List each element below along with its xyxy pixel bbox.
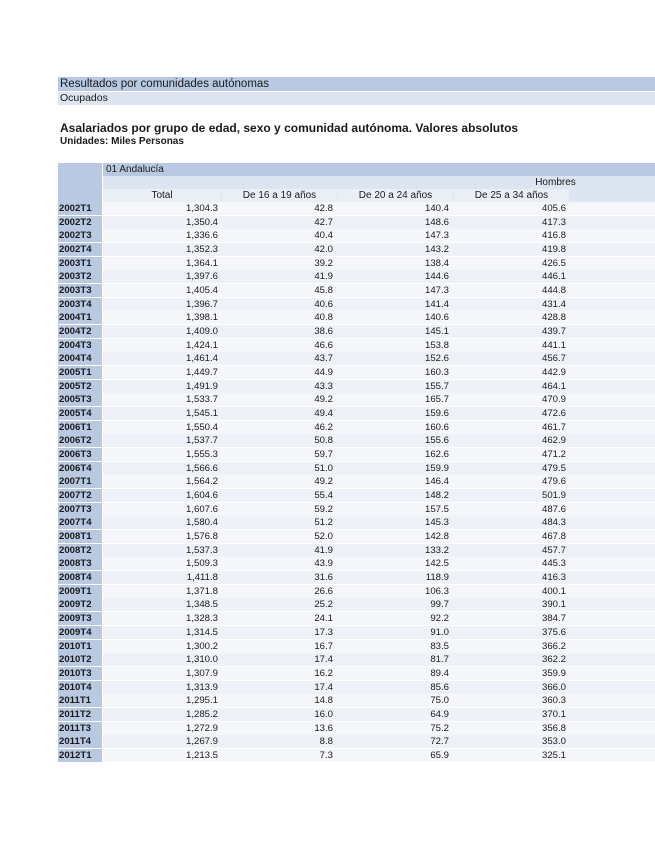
period-label: 2008T1 [58,530,102,543]
period-label: 2003T3 [58,284,102,297]
value-cell: 43.3 [314,380,333,392]
value-cell: 40.8 [314,312,333,324]
sex-header-band [103,176,655,189]
period-label: 2011T3 [58,722,102,735]
corner-cell [58,189,102,202]
value-cell: 1,555.3 [185,449,218,461]
table-row [58,571,655,585]
value-cell: 472.6 [541,408,566,420]
value-cell: 1,576.8 [185,531,218,543]
value-cell: 14.8 [314,695,333,707]
value-cell: 439.7 [541,326,566,338]
value-cell: 1,348.5 [185,599,218,611]
value-cell: 143.2 [424,244,449,256]
period-label: 2004T3 [58,339,102,352]
value-cell: 471.2 [541,449,566,461]
value-cell: 165.7 [424,394,449,406]
value-cell: 17.4 [314,654,333,666]
value-cell: 152.6 [424,353,449,365]
value-cell: 49.2 [314,394,333,406]
value-cell: 464.1 [541,380,566,392]
value-cell: 43.7 [314,353,333,365]
value-cell: 1,449.7 [185,367,218,379]
period-label: 2007T3 [58,503,102,516]
value-cell: 1,509.3 [185,558,218,570]
value-cell: 85.6 [430,681,449,693]
value-cell: 1,310.0 [185,654,218,666]
value-cell: 1,398.1 [185,312,218,324]
table-row [58,612,655,626]
value-cell: 40.6 [314,298,333,310]
period-label: 2004T2 [58,325,102,338]
column-header-band [103,189,655,202]
table-row [58,557,655,571]
value-cell: 1,411.8 [186,572,218,584]
table-row [58,462,655,476]
table-row [58,202,655,216]
value-cell: 75.0 [430,695,449,707]
table-row [58,503,655,517]
value-cell: 40.4 [314,230,333,242]
period-label: 2010T2 [58,653,102,666]
value-cell: 1,352.3 [185,244,218,256]
value-cell: 419.8 [541,244,566,256]
value-cell: 142.5 [424,558,449,570]
period-label: 2007T4 [58,516,102,529]
value-cell: 8.8 [319,736,333,748]
value-cell: 39.2 [314,257,333,269]
value-cell: 44.9 [314,367,333,379]
period-label: 2004T4 [58,352,102,365]
column-header-row [58,189,655,202]
value-cell: 92.2 [430,613,449,625]
value-cell: 81.7 [430,654,449,666]
value-cell: 1,364.1 [185,257,218,269]
table-title: Asalariados por grupo de edad, sexo y comunidad autónoma. Valores absolutos [60,121,519,135]
table-row [58,434,655,448]
value-cell: 431.4 [541,298,566,310]
value-cell: 366.2 [541,640,566,652]
value-cell: 479.5 [541,462,566,474]
value-cell: 353.0 [541,736,566,748]
value-cell: 41.9 [314,271,333,283]
value-cell: 390.1 [541,599,566,611]
value-cell: 445.3 [541,558,566,570]
value-cell: 1,350.4 [185,216,218,228]
value-cell: 147.3 [424,285,449,297]
table-row [58,284,655,298]
value-cell: 42.0 [314,244,333,256]
period-label: 2010T1 [58,640,102,653]
sex-header-label: Hombres [535,177,576,188]
value-cell: 356.8 [541,722,566,734]
value-cell: 118.9 [425,572,449,584]
value-cell: 145.1 [424,326,449,338]
value-cell: 487.6 [541,503,566,515]
period-label: 2009T2 [58,598,102,611]
column-header-16-19: De 16 a 19 años [222,189,337,202]
value-cell: 46.6 [314,339,333,351]
table-row [58,694,655,708]
value-cell: 484.3 [541,517,566,529]
value-cell: 1,304.3 [185,203,218,214]
value-cell: 1,537.7 [185,435,218,447]
value-cell: 7.3 [319,749,333,761]
table-row [58,475,655,489]
value-cell: 13.6 [314,722,333,734]
table-row [58,311,655,325]
period-label: 2009T1 [58,585,102,598]
table-row [58,257,655,271]
table-row [58,229,655,243]
value-cell: 141.4 [424,298,449,310]
period-label: 2010T3 [58,667,102,680]
table-row [58,516,655,530]
period-label: 2005T4 [58,407,102,420]
period-label: 2002T4 [58,243,102,256]
value-cell: 1,604.6 [185,490,218,502]
value-cell: 155.6 [424,435,449,447]
value-cell: 31.6 [314,572,333,584]
value-cell: 162.6 [424,449,449,461]
value-cell: 59.7 [314,449,333,461]
value-cell: 144.6 [424,271,449,283]
table-row [58,352,655,366]
period-label: 2004T1 [58,311,102,324]
table-row [58,325,655,339]
value-cell: 384.7 [541,613,566,625]
value-cell: 370.1 [541,708,566,720]
value-cell: 140.4 [424,203,449,214]
value-cell: 17.3 [314,626,333,638]
value-cell: 375.6 [541,626,566,638]
value-cell: 17.4 [314,681,333,693]
region-header-row [58,163,655,176]
table-row [58,722,655,736]
table-row [58,667,655,681]
value-cell: 157.5 [424,503,449,515]
table-row [58,735,655,749]
value-cell: 360.3 [541,695,566,707]
period-label: 2005T3 [58,393,102,406]
value-cell: 442.9 [541,367,566,379]
value-cell: 89.4 [430,667,449,679]
table-row [58,339,655,353]
value-cell: 51.0 [314,462,333,474]
value-cell: 42.8 [314,203,333,214]
value-cell: 1,491.9 [185,380,218,392]
value-cell: 1,545.1 [185,408,218,420]
value-cell: 59.2 [314,503,333,515]
value-cell: 405.6 [541,203,566,214]
table-row [58,530,655,544]
corner-cell [58,176,102,189]
region-label: 01 Andalucía [103,163,655,176]
table-row [58,366,655,380]
sex-header-row [58,176,655,189]
column-header-total: Total [103,189,221,202]
period-label: 2009T3 [58,612,102,625]
period-label: 2008T3 [58,557,102,570]
value-cell: 52.0 [314,531,333,543]
period-label: 2005T1 [58,366,102,379]
period-label: 2006T3 [58,448,102,461]
value-cell: 457.7 [541,544,566,556]
value-cell: 159.6 [424,408,449,420]
value-cell: 148.2 [424,490,449,502]
period-label: 2011T4 [58,735,102,748]
value-cell: 446.1 [541,271,566,283]
value-cell: 470.9 [541,394,566,406]
value-cell: 50.8 [314,435,333,447]
value-cell: 51.2 [314,517,333,529]
period-label: 2003T4 [58,298,102,311]
value-cell: 83.5 [430,640,449,652]
value-cell: 153.8 [424,339,449,351]
value-cell: 64.9 [430,708,449,720]
value-cell: 138.4 [424,257,449,269]
value-cell: 16.7 [314,640,333,652]
value-cell: 41.9 [314,544,333,556]
value-cell: 65.9 [430,749,449,761]
period-label: 2010T4 [58,681,102,694]
value-cell: 160.3 [424,367,449,379]
table-row [58,393,655,407]
period-label: 2011T1 [58,694,102,707]
value-cell: 1,307.9 [185,667,218,679]
value-cell: 133.2 [424,544,449,556]
period-label: 2002T1 [58,202,102,215]
value-cell: 49.2 [314,476,333,488]
period-label: 2008T2 [58,544,102,557]
period-label: 2009T4 [58,626,102,639]
period-label: 2003T1 [58,257,102,270]
period-label: 2006T4 [58,462,102,475]
value-cell: 106.3 [424,585,449,597]
table-row [58,243,655,257]
value-cell: 43.9 [314,558,333,570]
period-label: 2002T2 [58,216,102,229]
value-cell: 38.6 [314,326,333,338]
value-cell: 1,313.9 [185,681,218,693]
corner-cell [58,163,102,176]
value-cell: 1,566.6 [185,462,218,474]
value-cell: 416.3 [541,572,566,584]
column-header-25-34: De 25 a 34 años [454,189,569,202]
value-cell: 325.1 [541,749,566,761]
period-label: 2006T1 [58,421,102,434]
table-row [58,544,655,558]
value-cell: 148.6 [424,216,449,228]
value-cell: 362.2 [541,654,566,666]
value-cell: 99.7 [430,599,449,611]
value-cell: 49.4 [314,408,333,420]
value-cell: 1,537.3 [185,544,218,556]
value-cell: 417.3 [541,216,566,228]
value-cell: 359.9 [541,667,566,679]
value-cell: 1,396.7 [185,298,218,310]
column-header-20-24: De 20 a 24 años [338,189,453,202]
value-cell: 1,272.9 [185,722,218,734]
value-cell: 1,336.6 [185,230,218,242]
value-cell: 1,213.5 [185,749,218,761]
table-row [58,749,655,763]
value-cell: 426.5 [541,257,566,269]
value-cell: 42.7 [314,216,333,228]
table-row [58,585,655,599]
value-cell: 1,267.9 [185,736,218,748]
data-table [58,163,655,763]
value-cell: 366.0 [541,681,566,693]
value-cell: 72.7 [430,736,449,748]
period-label: 2007T2 [58,489,102,502]
period-label: 2003T2 [58,270,102,283]
table-row [58,681,655,695]
value-cell: 75.2 [430,722,449,734]
value-cell: 1,328.3 [185,613,218,625]
period-label: 2005T2 [58,380,102,393]
value-cell: 1,285.2 [185,708,218,720]
table-row [58,640,655,654]
value-cell: 1,295.1 [185,695,218,707]
value-cell: 479.6 [541,476,566,488]
value-cell: 55.4 [314,490,333,502]
value-cell: 1,314.5 [185,626,218,638]
table-row [58,421,655,435]
value-cell: 461.7 [541,421,566,433]
value-cell: 155.7 [424,380,449,392]
value-cell: 146.4 [424,476,449,488]
subsection-header: Ocupados [58,92,655,105]
value-cell: 1,424.1 [185,339,218,351]
value-cell: 147.3 [424,230,449,242]
value-cell: 24.1 [314,613,333,625]
value-cell: 145.3 [424,517,449,529]
value-cell: 1,580.4 [185,517,218,529]
table-row [58,653,655,667]
section-header: Resultados por comunidades autónomas [58,77,655,91]
value-cell: 16.2 [314,667,333,679]
table-row [58,448,655,462]
value-cell: 25.2 [314,599,333,611]
value-cell: 1,461.4 [185,353,218,365]
value-cell: 400.1 [541,585,566,597]
table-row [58,598,655,612]
value-cell: 1,397.6 [185,271,218,283]
period-label: 2007T1 [58,475,102,488]
units-label: Unidades: Miles Personas [60,136,184,147]
value-cell: 140.6 [424,312,449,324]
table-row [58,708,655,722]
table-row [58,407,655,421]
value-cell: 1,371.8 [185,585,218,597]
value-cell: 441.1 [541,339,566,351]
table-row [58,626,655,640]
table-row [58,270,655,284]
value-cell: 1,300.2 [185,640,218,652]
period-label: 2008T4 [58,571,102,584]
table-row [58,216,655,230]
table-row [58,380,655,394]
value-cell: 456.7 [541,353,566,365]
value-cell: 1,409.0 [185,326,218,338]
period-label: 2006T2 [58,434,102,447]
value-cell: 46.2 [314,421,333,433]
table-row [58,298,655,312]
value-cell: 26.6 [314,585,333,597]
value-cell: 1,550.4 [185,421,218,433]
value-cell: 91.0 [430,626,449,638]
value-cell: 444.8 [541,285,566,297]
value-cell: 159.9 [424,462,449,474]
value-cell: 45.8 [314,285,333,297]
value-cell: 1,564.2 [185,476,218,488]
value-cell: 501.9 [541,490,566,502]
value-cell: 1,533.7 [185,394,218,406]
value-cell: 416.8 [541,230,566,242]
period-label: 2011T2 [58,708,102,721]
value-cell: 1,607.6 [185,503,218,515]
table-body [58,202,655,763]
table-row [58,489,655,503]
period-label: 2002T3 [58,229,102,242]
value-cell: 462.9 [541,435,566,447]
period-label: 2012T1 [58,749,102,762]
value-cell: 16.0 [314,708,333,720]
value-cell: 428.8 [541,312,566,324]
value-cell: 467.8 [541,531,566,543]
value-cell: 160.6 [424,421,449,433]
value-cell: 1,405.4 [185,285,218,297]
value-cell: 142.8 [424,531,449,543]
